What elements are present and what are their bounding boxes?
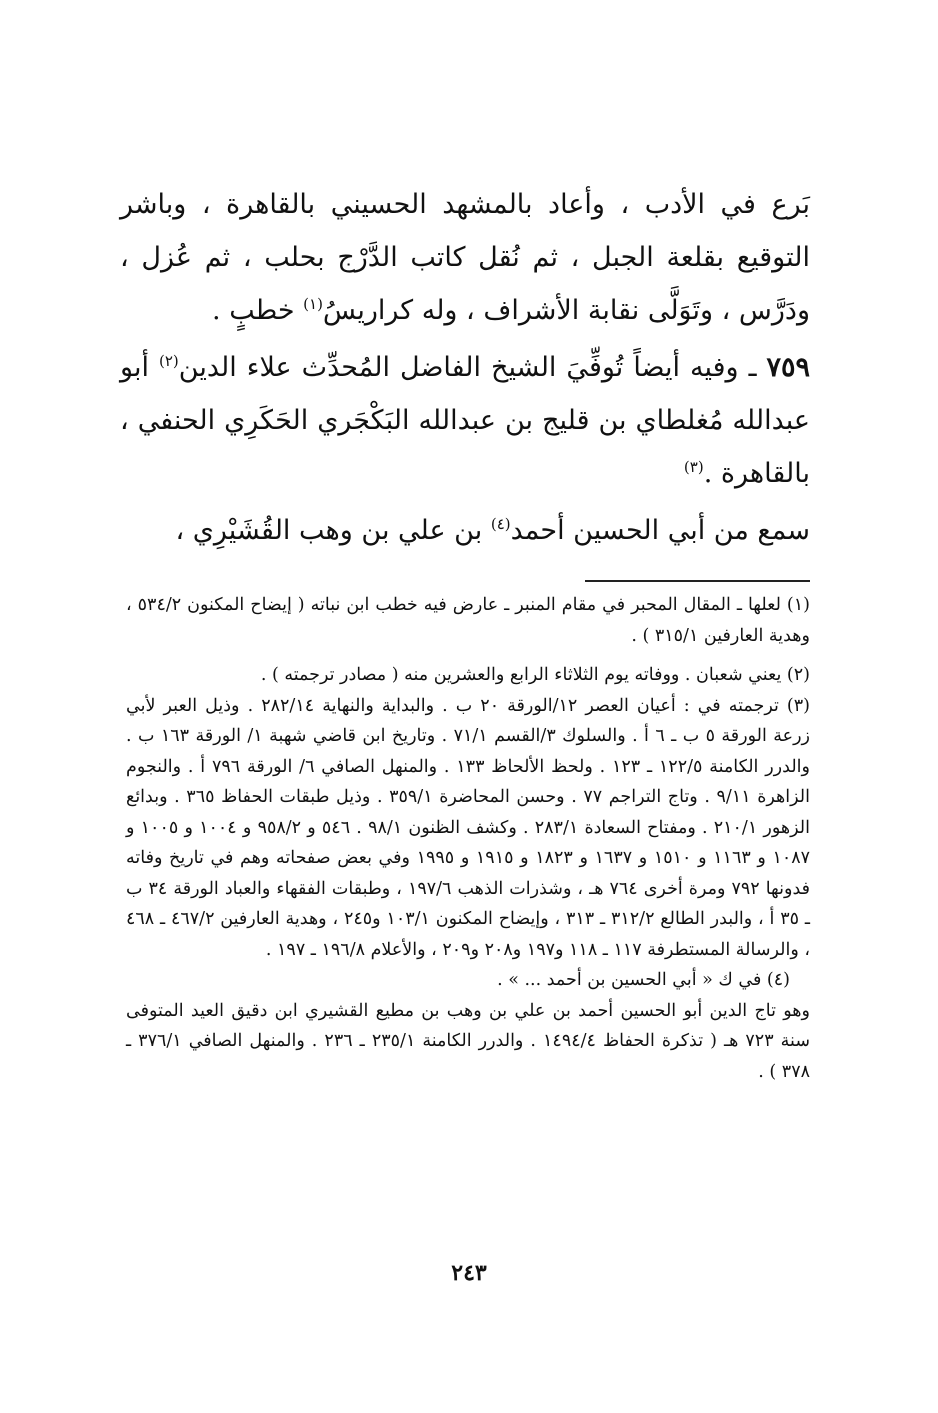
footnote-ref-1: (١) bbox=[303, 295, 323, 313]
main-paragraph-1-end: خطبٍ . bbox=[212, 295, 304, 326]
page-number: ٢٤٣ bbox=[451, 1260, 487, 1286]
main-text bbox=[120, 178, 810, 557]
footnote-4: (٤) في ك « أبي الحسين بن أحمد ... » . bbox=[497, 970, 790, 990]
footnote-4-continuation: وهو تاج الدين أبو الحسين أحمد بن علي بن وهب بن مطيع القشيري ابن دقيق العيد المتوفى سنة ٧٢٣ هـ ( تذكرة الحفاظ ١٤٩٤/٤ . والدرر الكامنة ٢٣٥/١ ـ ٢٣٦ . والمنهل الصافي ٣٧٦/١ ـ ٣٧٨ ) . bbox=[126, 1000, 810, 1082]
main-paragraph-1 bbox=[120, 178, 810, 337]
main-paragraph-3-text-a: سمع من أبي الحسين أحمد bbox=[510, 515, 810, 546]
footnotes bbox=[126, 590, 810, 1087]
footnote-2: (٢) يعني شعبان . ووفاته يوم الثلاثاء الرابع والعشرين منه ( مصادر ترجمته ) . bbox=[260, 665, 810, 685]
footnote-ref-2: (٢) bbox=[158, 352, 179, 370]
biography-entry-759 bbox=[120, 341, 810, 500]
entry-text-b: أبو عبدالله مُغلطاي بن قليج بن عبدالله البَكْجَري الحَكَرِي الحنفي ، بالقاهرة . bbox=[120, 352, 810, 489]
footnote-1: (١) لعلها ـ المقال المحبر في مقام المنبر ـ عارض فيه خطب ابن نباته ( إيضاح المكنون ٥٣٤/٢ ، وهدية العارفين ٣١٥/١ ) . bbox=[126, 595, 810, 646]
footnote-separator bbox=[585, 580, 810, 582]
main-paragraph-3 bbox=[120, 504, 810, 557]
footnote-3: (٣) ترجمته في : أعيان العصر ١٢/الورقة ٢٠ ب . والبداية والنهاية ٢٨٢/١٤ . وذيل العبر لأبي زرعة الورقة ٥ ب ـ ٦ أ . والسلوك ٣/القسم ٧١/١ . وتاريخ ابن قاضي شهبة ١/ الورقة ١٦٣ ب . والدرر الكامنة ١٢٢/٥ ـ ١٢٣ . ولحظ الألحاظ ١٣٣ . والمنهل الصافي ٦/ الورقة ٧٩٦ أ . والنجوم الزاهرة ٩/١١ . وتاج التراجم ٧٧ . وحسن المحاضرة ٣٥٩/١ . وذيل طبقات الحفاظ ٣٦٥ . وبدائع الزهور ٢١٠/١ . ومفتاح السعادة ٢٨٣/١ . وكشف الظنون ٩٨/١ . ٥٤٦ و ٩٥٨/٢ و ١٠٠٤ و ١٠٠٥ و ١٠٨٧ و ١١٦٣ و ١٥١٠ و ١٦٣٧ و ١٨٢٣ و ١٩١٥ و ١٩٩٥ وفي بعض صفحاته وهم في تاريخ وفاته فدونها ٧٩٢ ومرة أخرى ٧٦٤ هـ ، وشذرات الذهب ١٩٧/٦ ، وطبقات الفقهاء والعباد الورقة ٣٤ ب ـ ٣٥ أ ، والبدر الطالع ٣١٢/٢ ـ ٣١٣ ، وإيضاح المكنون ١٠٣/١ و٢٤٥ ، وهدية العارفين ٤٦٧/٢ ـ ٤٦٨ ، والرسالة المستطرفة ١١٧ ـ ١١٨ و١٩٧ و٢٠٨ و٢٠٩ ، والأعلام ١٩٦/٨ ـ ١٩٧ . bbox=[126, 695, 811, 960]
entry-number: ٧٥٩ bbox=[766, 352, 811, 383]
footnote-ref-4: (٤) bbox=[490, 515, 511, 533]
footnote-ref-3: (٣) bbox=[683, 458, 704, 476]
main-paragraph-3-text-b: بن علي بن وهب القُشَيْرِي ، bbox=[175, 515, 491, 546]
main-paragraph-1-text: بَرع في الأدب ، وأعاد بالمشهد الحسيني بالقاهرة ، وباشر التوقيع بقلعة الجبل ، ثم نُقل كاتب الدَّرْج بحلب ، ثم عُزل ، ودَرَّس ، وتَوَلَّى نقابة الأشراف ، وله كراريسُ bbox=[120, 189, 810, 326]
entry-text-a: ـ وفيه أيضاً تُوفِّيَ الشيخ الفاضل المُحدِّث علاء الدين bbox=[178, 352, 767, 383]
